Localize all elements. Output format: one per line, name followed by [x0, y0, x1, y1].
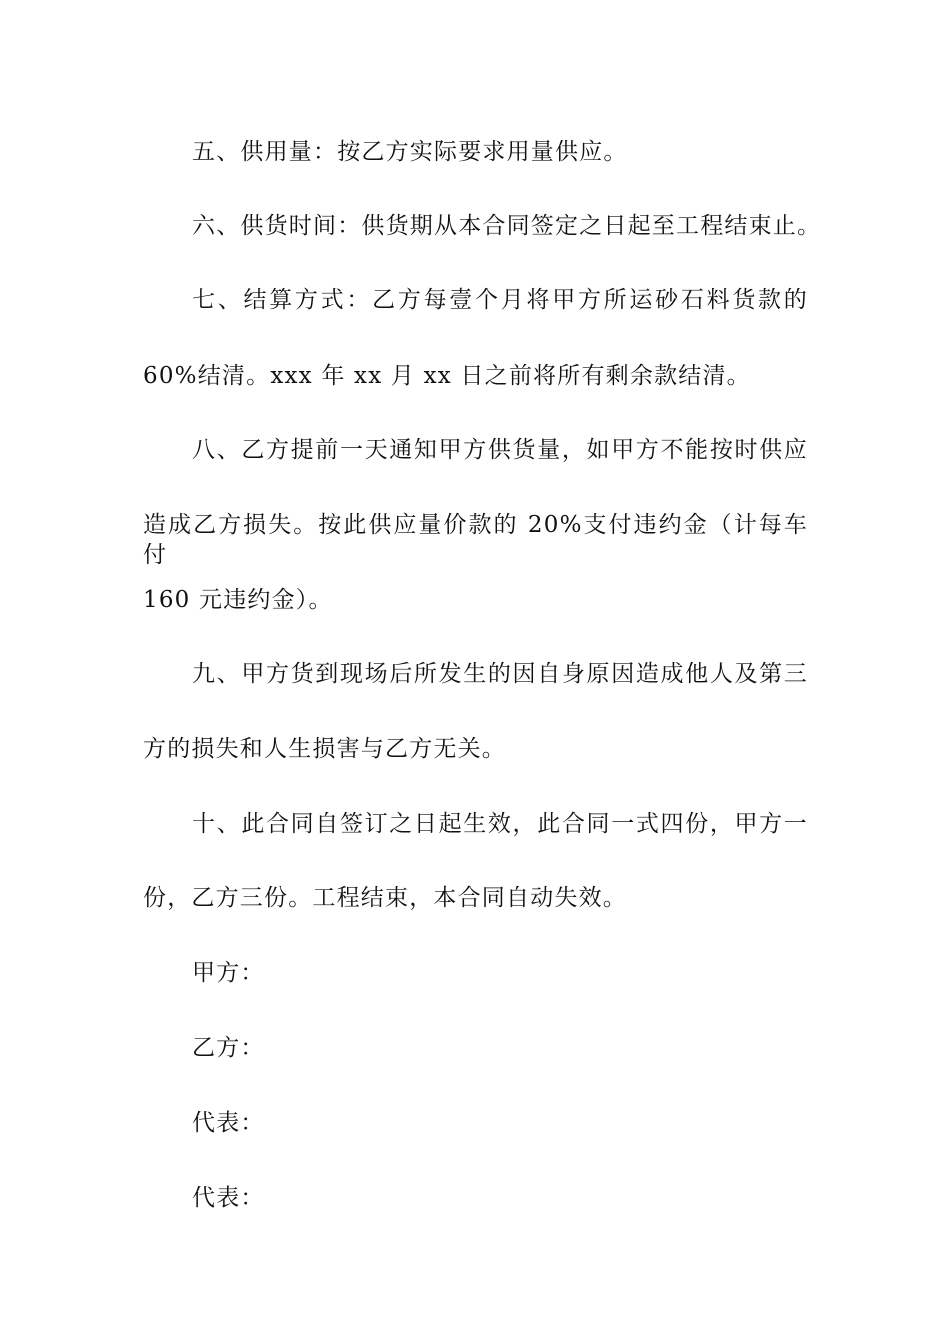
clause-8-line-3: 160 元违约金）。: [143, 587, 333, 613]
representative-line-1: 代表：: [192, 1110, 265, 1136]
clause-10-line-2: 份，乙方三份。工程结束，本合同自动失效。: [143, 885, 627, 911]
clause-7-line-2: 60%结清。xxx 年 xx 月 xx 日之前将所有剩余款结清。: [143, 363, 751, 389]
representative-line-2: 代表：: [192, 1185, 265, 1211]
clause-8-line-2: 造成乙方损失。按此供应量价款的 20%支付违约金（计每车付: [143, 512, 808, 568]
clause-8-line-1: 八、乙方提前一天通知甲方供货量，如甲方不能按时供应: [192, 437, 808, 463]
clause-10-line-1: 十、此合同自签订之日起生效，此合同一式四份，甲方一: [192, 811, 808, 837]
clause-5-line: 五、供用量：按乙方实际要求用量供应。: [192, 139, 628, 165]
clause-6-line: 六、供货时间：供货期从本合同签定之日起至工程结束止。: [192, 213, 822, 239]
party-a-signature-line: 甲方：: [192, 960, 265, 986]
clause-9-line-2: 方的损失和人生损害与乙方无关。: [143, 736, 506, 762]
clause-7-line-1: 七、结算方式：乙方每壹个月将甲方所运砂石料货款的: [192, 287, 808, 313]
clause-9-line-1: 九、甲方货到现场后所发生的因自身原因造成他人及第三: [192, 661, 808, 687]
party-b-signature-line: 乙方：: [192, 1035, 265, 1061]
